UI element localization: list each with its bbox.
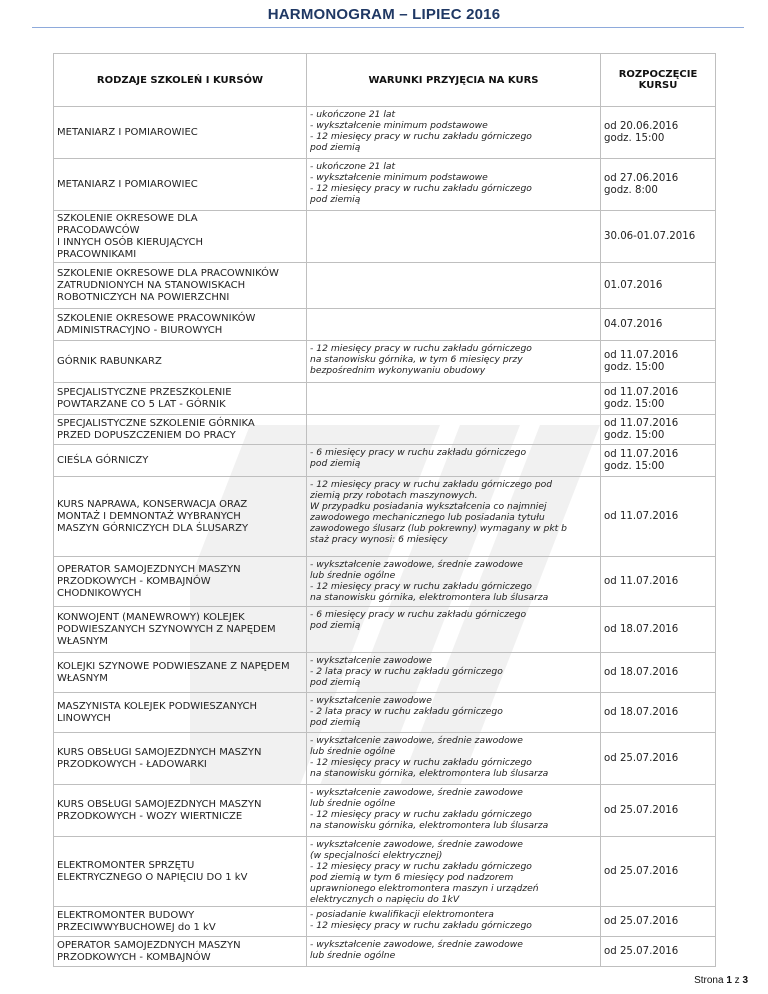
schedule-table	[53, 53, 716, 967]
table-row	[54, 309, 716, 341]
table-row	[54, 383, 716, 415]
start-date-cell: od 20.06.2016 godz. 15:00	[601, 107, 716, 159]
conditions-cell: - wykształcenie zawodowe, średnie zawodowe lub średnie ogólne - 12 miesięcy pracy w ruchu zakładu górniczego na stanowisku górnika, elektromontera lub ślusarza	[307, 557, 601, 607]
table-row	[54, 159, 716, 211]
page-total: 3	[742, 975, 748, 986]
start-date-cell: od 25.07.2016	[601, 907, 716, 937]
conditions-cell: - wykształcenie zawodowe - 2 lata pracy w ruchu zakładu górniczego pod ziemią	[307, 653, 601, 693]
table-row	[54, 263, 716, 309]
table-row	[54, 341, 716, 383]
table-header-row	[54, 54, 716, 107]
title-underline	[32, 27, 744, 28]
table-row	[54, 557, 716, 607]
column-header-start: ROZPOCZĘCIE KURSU	[601, 54, 716, 107]
table-row	[54, 477, 716, 557]
course-name-cell: KONWOJENT (MANEWROWY) KOLEJEK PODWIESZANYCH SZYNOWYCH Z NAPĘDEM WŁASNYM	[54, 607, 307, 653]
start-date-cell: od 11.07.2016 godz. 15:00	[601, 383, 716, 415]
page-title: HARMONOGRAM – LIPIEC 2016	[267, 6, 501, 23]
course-name-cell: SZKOLENIE OKRESOWE DLA PRACOWNIKÓW ZATRUDNIONYCH NA STANOWISKACH ROBOTNICZYCH NA POWIERZCHNI	[54, 263, 307, 309]
start-date-cell: od 25.07.2016	[601, 837, 716, 907]
conditions-cell: - wykształcenie zawodowe, średnie zawodowe lub średnie ogólne - 12 miesięcy pracy w ruchu zakładu górniczego na stanowisku górnika, elektromontera lub ślusarza	[307, 785, 601, 837]
conditions-cell: - 6 miesięcy pracy w ruchu zakładu górniczego pod ziemią	[307, 607, 601, 653]
conditions-cell: - 12 miesięcy pracy w ruchu zakładu górniczego na stanowisku górnika, w tym 6 miesięcy przy bezpośrednim wykonywaniu obudowy	[307, 341, 601, 383]
course-name-cell: GÓRNIK RABUNKARZ	[54, 341, 307, 383]
start-date-cell: od 18.07.2016	[601, 693, 716, 733]
course-name-cell: KURS OBSŁUGI SAMOJEZDNYCH MASZYN PRZODKOWYCH - ŁADOWARKI	[54, 733, 307, 785]
page-number	[694, 975, 748, 986]
table-row	[54, 837, 716, 907]
conditions-cell	[307, 211, 601, 263]
course-name-cell: SZKOLENIE OKRESOWE PRACOWNIKÓW ADMINISTRACYJNO - BIUROWYCH	[54, 309, 307, 341]
conditions-cell	[307, 309, 601, 341]
conditions-cell: - wykształcenie zawodowe, średnie zawodowe (w specjalności elektrycznej) - 12 miesięcy pracy w ruchu zakładu górniczego pod ziemią w tym 6 miesięcy pod nadzorem uprawnionego elektromontera maszyn i urządzeń elektrycznych o napięciu do 1kV	[307, 837, 601, 907]
conditions-cell	[307, 415, 601, 445]
conditions-cell: - ukończone 21 lat - wykształcenie minimum podstawowe - 12 miesięcy pracy w ruchu zakładu górniczego pod ziemią	[307, 107, 601, 159]
conditions-cell	[307, 263, 601, 309]
conditions-cell	[307, 383, 601, 415]
course-name-cell: ELEKTROMONTER BUDOWY PRZECIWWYBUCHOWEJ do 1 kV	[54, 907, 307, 937]
table-row	[54, 211, 716, 263]
course-name-cell: ELEKTROMONTER SPRZĘTU ELEKTRYCZNEGO O NAPIĘCIU DO 1 kV	[54, 837, 307, 907]
table-row	[54, 785, 716, 837]
start-date-cell: od 25.07.2016	[601, 785, 716, 837]
table-row	[54, 607, 716, 653]
conditions-cell: - posiadanie kwalifikacji elektromontera - 12 miesięcy pracy w ruchu zakładu górniczego	[307, 907, 601, 937]
conditions-cell: - wykształcenie zawodowe, średnie zawodowe lub średnie ogólne	[307, 937, 601, 967]
start-date-cell: od 25.07.2016	[601, 733, 716, 785]
table-row	[54, 907, 716, 937]
start-date-cell: od 25.07.2016	[601, 937, 716, 967]
course-name-cell: OPERATOR SAMOJEZDNYCH MASZYN PRZODKOWYCH - KOMBAJNÓW CHODNIKOWYCH	[54, 557, 307, 607]
course-name-cell: SPECJALISTYCZNE PRZESZKOLENIE POWTARZANE CO 5 LAT - GÓRNIK	[54, 383, 307, 415]
course-name-cell: KURS OBSŁUGI SAMOJEZDNYCH MASZYN PRZODKOWYCH - WOZY WIERTNICZE	[54, 785, 307, 837]
page-separator: z	[734, 975, 740, 986]
course-name-cell: SZKOLENIE OKRESOWE DLA PRACODAWCÓW I INNYCH OSÓB KIERUJĄCYCH PRACOWNIKAMI	[54, 211, 307, 263]
table-row	[54, 733, 716, 785]
start-date-cell: 04.07.2016	[601, 309, 716, 341]
table-row	[54, 415, 716, 445]
start-date-cell: 01.07.2016	[601, 263, 716, 309]
table-row	[54, 693, 716, 733]
start-date-cell: od 18.07.2016	[601, 653, 716, 693]
conditions-cell: - wykształcenie zawodowe, średnie zawodowe lub średnie ogólne - 12 miesięcy pracy w ruchu zakładu górniczego na stanowisku górnika, elektromontera lub ślusarza	[307, 733, 601, 785]
course-name-cell: SPECJALISTYCZNE SZKOLENIE GÓRNIKA PRZED DOPUSZCZENIEM DO PRACY	[54, 415, 307, 445]
start-date-cell: od 18.07.2016	[601, 607, 716, 653]
conditions-cell: - 12 miesięcy pracy w ruchu zakładu górniczego pod ziemią przy robotach maszynowych. W przypadku posiadania wykształcenia co najmniej zawodowego mechanicznego lub posiadania tytułu zawodowego ślusarz (lub pokrewny) wymagany w pkt b staż pracy wynosi: 6 miesięcy	[307, 477, 601, 557]
column-header-conditions: WARUNKI PRZYJĘCIA NA KURS	[307, 54, 601, 107]
table-row	[54, 107, 716, 159]
start-date-cell: od 11.07.2016 godz. 15:00	[601, 341, 716, 383]
course-name-cell: MASZYNISTA KOLEJEK PODWIESZANYCH LINOWYCH	[54, 693, 307, 733]
table-row	[54, 653, 716, 693]
start-date-cell: od 11.07.2016	[601, 557, 716, 607]
page-current: 1	[726, 975, 732, 986]
start-date-cell: od 27.06.2016 godz. 8:00	[601, 159, 716, 211]
course-name-cell: METANIARZ I POMIAROWIEC	[54, 159, 307, 211]
start-date-cell: od 11.07.2016	[601, 477, 716, 557]
start-date-cell: od 11.07.2016 godz. 15:00	[601, 445, 716, 477]
page-label: Strona	[694, 975, 724, 986]
column-header-course: RODZAJE SZKOLEŃ I KURSÓW	[54, 54, 307, 107]
table-row	[54, 445, 716, 477]
start-date-cell: od 11.07.2016 godz. 15:00	[601, 415, 716, 445]
course-name-cell: METANIARZ I POMIAROWIEC	[54, 107, 307, 159]
table-row	[54, 937, 716, 967]
conditions-cell: - wykształcenie zawodowe - 2 lata pracy w ruchu zakładu górniczego pod ziemią	[307, 693, 601, 733]
conditions-cell: - 6 miesięcy pracy w ruchu zakładu górniczego pod ziemią	[307, 445, 601, 477]
course-name-cell: KURS NAPRAWA, KONSERWACJA ORAZ MONTAŻ I DEMNONTAŻ WYBRANYCH MASZYN GÓRNICZYCH DLA ŚLUSARZY	[54, 477, 307, 557]
course-name-cell: OPERATOR SAMOJEZDNYCH MASZYN PRZODKOWYCH - KOMBAJNÓW	[54, 937, 307, 967]
start-date-cell: 30.06-01.07.2016	[601, 211, 716, 263]
course-name-cell: KOLEJKI SZYNOWE PODWIESZANE Z NAPĘDEM WŁASNYM	[54, 653, 307, 693]
conditions-cell: - ukończone 21 lat - wykształcenie minimum podstawowe - 12 miesięcy pracy w ruchu zakładu górniczego pod ziemią	[307, 159, 601, 211]
course-name-cell: CIEŚLA GÓRNICZY	[54, 445, 307, 477]
